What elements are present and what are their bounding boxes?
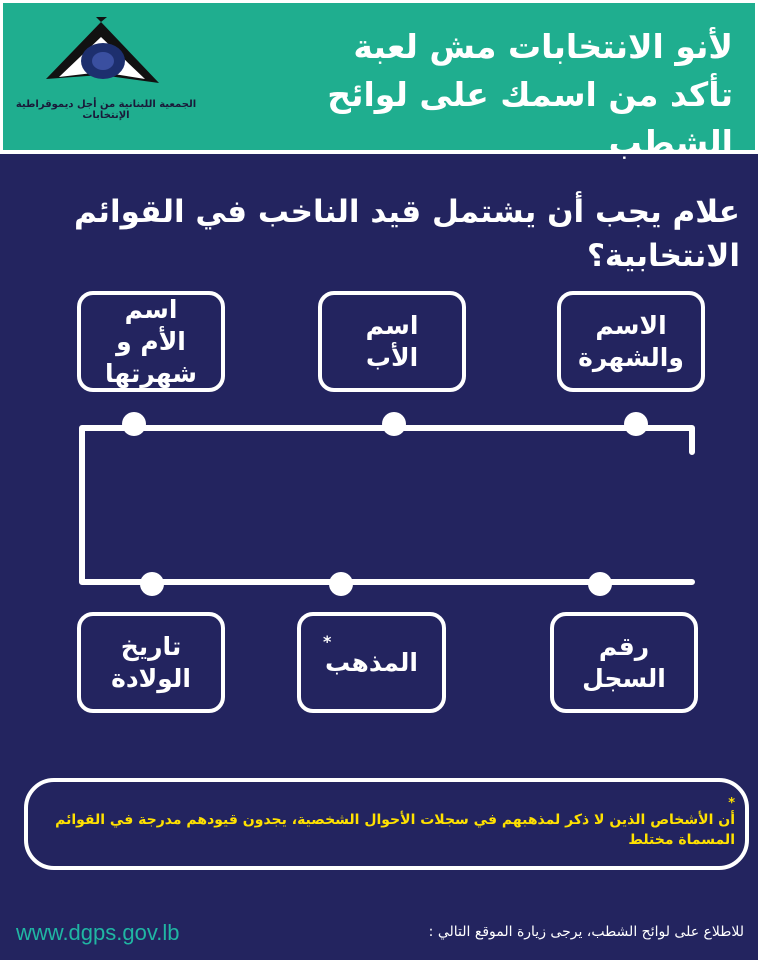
box-birth-line2: الولادة: [111, 663, 191, 693]
box-name-surname: [557, 291, 705, 392]
box-father-name: [318, 291, 466, 392]
box-birth-line1: تاريخ: [120, 631, 182, 661]
header-title-line2: تأكد من اسمك على لوائح الشطب: [327, 75, 733, 162]
footnote-text: أن الأشخاص الذين لا ذكر لمذهبهم في سجلات الأحوال الشخصية، يجدون قيودهم مدرجة في القوائم المسماة مختلط: [55, 812, 735, 848]
box-father-line2: الأب: [365, 342, 419, 372]
box-mother-line2: الأم و: [116, 326, 186, 356]
box-religion: [297, 612, 446, 713]
connector-dot: [588, 572, 612, 596]
box-father-line1: اسم: [365, 310, 419, 340]
connector-dot: [624, 412, 648, 436]
box-mother-line1: اسم: [124, 294, 178, 324]
footnote-star: *: [728, 796, 735, 811]
connector-dot: [122, 412, 146, 436]
website-link[interactable]: www.dgps.gov.lb: [16, 920, 180, 945]
box-name-line1: الاسم: [595, 310, 667, 340]
logo-caption: الجمعية اللبنانية من أجل ديموقراطية الإنتخابات: [15, 99, 197, 121]
box-religion-line1: المذهب: [325, 647, 418, 677]
connector-dot: [140, 572, 164, 596]
page-question: علام يجب أن يشتمل قيد الناخب في القوائم الانتخابية؟: [74, 194, 740, 274]
box-name-line2: والشهرة: [578, 342, 684, 372]
box-mother-name: [77, 291, 225, 392]
box-registry-line1: رقم: [598, 631, 650, 661]
box-registry-line2: السجل: [582, 663, 666, 693]
connector-dot: [382, 412, 406, 436]
box-mother-line3: شهرتها: [105, 358, 197, 388]
box-birth-date: [77, 612, 225, 713]
religion-star: *: [323, 632, 332, 651]
connector-dot: [329, 572, 353, 596]
footnote-box: [24, 778, 749, 870]
box-registry-number: [550, 612, 698, 713]
footer-text: للاطلاع على لوائح الشطب، يرجى زيارة الموقع التالي :: [428, 924, 744, 940]
header-title-line1: لأنو الانتخابات مش لعبة: [353, 27, 733, 66]
